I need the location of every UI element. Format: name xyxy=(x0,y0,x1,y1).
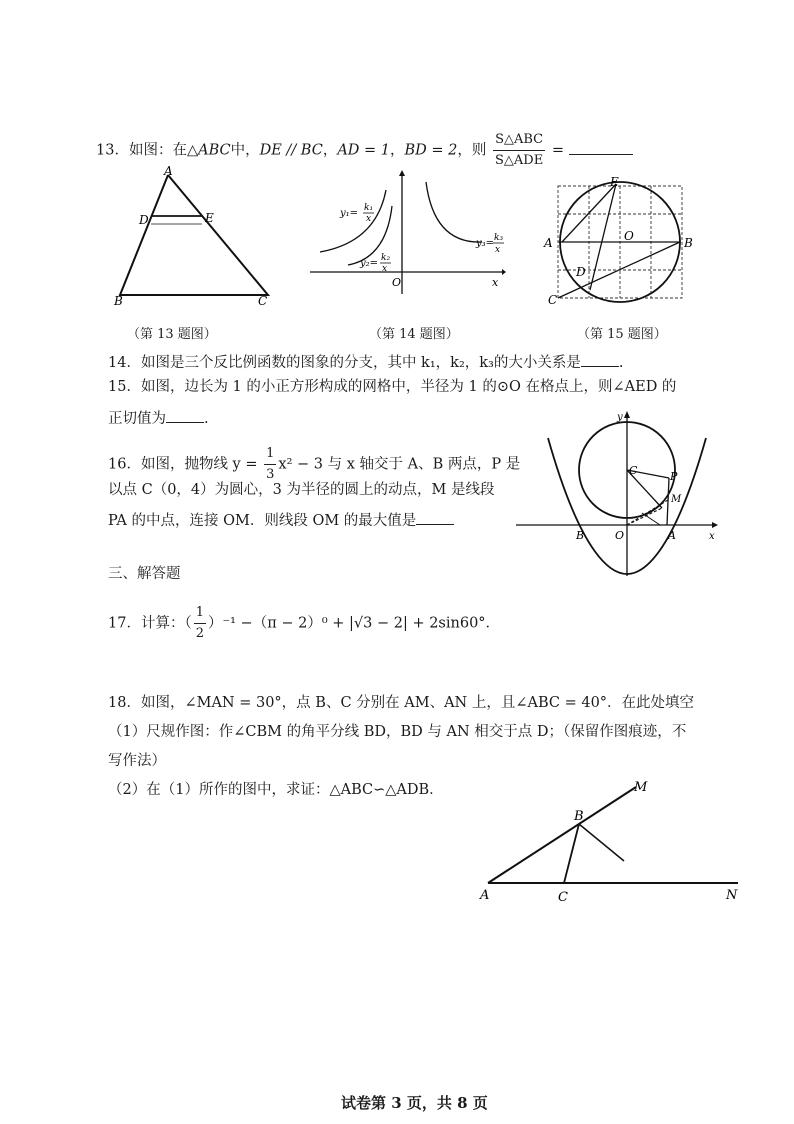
label-c: C xyxy=(258,294,268,308)
q14-number: 14． xyxy=(108,355,141,371)
segment-bisector xyxy=(579,824,624,861)
question-16-line3: PA 的中点，连接 OM．则线段 OM 的最大值是 xyxy=(108,510,454,531)
svg-text:P: P xyxy=(670,470,678,483)
q16-number: 16． xyxy=(108,456,141,473)
svg-text:N: N xyxy=(726,888,738,903)
question-18: 18．如图，∠MAN = 30°，点 B、C 分别在 AM、AN 上，且∠ABC = 40°．在此处填空 xyxy=(108,695,695,711)
svg-text:D: D xyxy=(576,265,586,279)
q17-fraction: $\frac{1}{2}$ xyxy=(195,605,204,641)
svg-text:x: x xyxy=(495,245,501,255)
question-14: 14．如图是三个反比例函数的图象的分支，其中 k₁，k₂，k₃的大小关系是 . xyxy=(108,352,623,373)
svg-text:C: C xyxy=(548,293,558,307)
fig15-caption: （第 15 题图） xyxy=(577,327,667,342)
q14-answer-blank[interactable] xyxy=(581,352,619,367)
svg-text:x: x xyxy=(366,214,372,224)
label-a: A xyxy=(164,164,173,178)
q17-number: 17． xyxy=(108,615,141,632)
question-16-line2: 以点 C（0，4）为圆心，3 为半径的圆上的动点，M 是线段 xyxy=(108,482,495,498)
svg-text:B: B xyxy=(684,236,693,250)
svg-text:E: E xyxy=(610,175,619,189)
fig13-caption: （第 13 题图） xyxy=(127,327,217,342)
svg-text:y: y xyxy=(617,412,623,423)
svg-text:C: C xyxy=(558,890,568,905)
question-15-line2: 正切值为 . xyxy=(108,408,209,429)
q18-number: 18． xyxy=(108,695,141,711)
label-d: D xyxy=(139,213,149,227)
figure-13-triangle xyxy=(108,165,278,307)
figure-15-grid-circle xyxy=(540,175,693,308)
figure-16-parabola-circle xyxy=(512,408,722,578)
area-ratio-fraction: $\frac{\text{S△ABC}}{\text{S△ADE}}$ xyxy=(495,132,544,168)
svg-text:B: B xyxy=(574,809,584,824)
question-18-part2: （2）在（1）所作的图中，求证：△ABC∽△ADB． xyxy=(108,782,444,798)
svg-text:x: x xyxy=(709,531,715,542)
svg-text:M: M xyxy=(634,780,648,795)
svg-text:M: M xyxy=(671,494,682,505)
svg-text:y₁=: y₁= xyxy=(340,208,359,219)
x-axis-label: x xyxy=(492,276,499,289)
svg-text:A: A xyxy=(544,236,553,250)
svg-text:y₂=: y₂= xyxy=(360,258,379,269)
curve-y1 xyxy=(320,190,386,252)
curve-y3 xyxy=(426,182,482,242)
ray-am xyxy=(488,787,636,883)
svg-text:x: x xyxy=(382,264,388,274)
triangle-abc xyxy=(120,175,268,295)
question-18-part1-cont: 写作法） xyxy=(108,753,166,769)
q15-answer-blank[interactable] xyxy=(166,408,204,423)
q13-number: 13． xyxy=(96,142,129,159)
question-15: 15．如图，边长为 1 的小正方形构成的网格中，半径为 1 的⊙O 在格点上，则∠AED 的 xyxy=(108,379,677,395)
svg-text:y₃=: y₃= xyxy=(476,238,495,249)
page-footer: 试卷第 3 页，共 8 页 xyxy=(341,1094,488,1112)
question-13: 13．如图：在△ABC中，DE // BC，AD = 1，BD = 2，则 $\frac{\text{S△ABC}}{\text{S△ADE}}$ = xyxy=(96,130,633,171)
svg-text:O: O xyxy=(615,529,625,542)
svg-text:O: O xyxy=(624,229,634,243)
question-17: 17．计算：（ $\frac{1}{2}$ ）⁻¹ −（π − 2）⁰ + |√3 − 2| + 2sin60°． xyxy=(108,603,500,644)
svg-text:A: A xyxy=(480,888,490,903)
svg-text:B: B xyxy=(576,529,585,542)
section-heading-answers: 三、解答题 xyxy=(108,566,181,582)
svg-text:k₁: k₁ xyxy=(364,203,374,213)
q16-fraction: $\frac{1}{3}$ xyxy=(266,446,275,482)
question-18-part1: （1）尺规作图：作∠CBM 的角平分线 BD，BD 与 AN 相交于点 D；（保留作图痕迹，不 xyxy=(108,724,687,740)
q16-answer-blank[interactable] xyxy=(416,510,454,525)
figure-14-hyperbolas xyxy=(306,170,506,300)
q13-answer-blank[interactable] xyxy=(569,140,633,155)
label-e: E xyxy=(205,211,214,225)
origin-label: O xyxy=(392,276,402,289)
question-16: 16．如图，抛物线 y = $\frac{1}{3}$ x² − 3 与 x 轴交于 A、B 两点，P 是 xyxy=(108,444,520,485)
svg-text:A: A xyxy=(668,529,676,542)
figure-18-angle xyxy=(476,775,740,910)
svg-text:k₂: k₂ xyxy=(381,253,391,263)
svg-text:C: C xyxy=(629,464,638,477)
q15-number: 15． xyxy=(108,379,141,395)
fig14-caption: （第 14 题图） xyxy=(369,327,459,342)
svg-text:k₃: k₃ xyxy=(494,233,504,243)
label-b: B xyxy=(114,294,123,308)
